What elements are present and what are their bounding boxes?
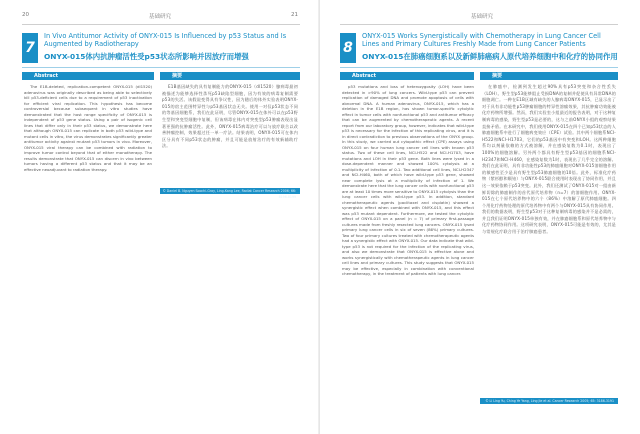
right-abstract-paragraph: p53 mutations and loss of heterozygosity (LOH) have been detected in >90% of lung cancers. Wild-type p53 can prevent replication of damaged DNA and promote apoptosis of cells with abnormal DNA. A human adenovirus, ONYX-015, which has a deletion in the E1B region, has shown tumor-specific cytolytic effect in tumor cells with nonfunctional p53 and antitumor efficacy that can be augmented by chemotherapeutic agents. A recent report from our laboratory group, however, indicates that wild-type p53 is necessary for the infection of this replicating virus, and it is in direct contradiction to previous observations of the ONYX group. In this study, we carried out cytopathic effect (CPE) assays using ONYX-015 on four human lung cancer cell lines with known p53 status. Two of these cell lines, NCI-H522 and NCI-H1703, have mutations and LOH in their p53 gene. Both lines were lysed in a dose-dependent manner and showed 100% cytolysis at a multiplicity of infection of 0.1. Two additional cell lines, NCI-H2347 and NCI-H460, both of which have wild-type p53 gene, showed near complete lysis at a multiplicity of infection of 1. We demonstrate here that the lung cancer cells with nonfunctional p53 are at least 10 times more sensitive to ONYX-015 cytolysis than the lung cancer cells with wild-type p53. In addition, standard chemotherapeutic agents (paclitaxel and cisplatin) showed a synergistic effect when combined with ONYX-015, and this effect was p53 mutant dependent. Furthermore, we tested the cytolytic effect of ONYX-015 on a panel (n = 7) of primary first-passage cultures made from freshly resected lung cancers. ONYX-015 lysed primary lung cancer cells in six of seven (86%) primary cultures. Two of four primary cultures treated with chemotherapeutic agents had a synergistic effect with ONYX-015. Our data indicate that wild-type p53 is not required for the infection of the replicating virus, and also we demonstrate that ONYX-015 is effective alone and works synergistically with chemotherapeutic agents in lung cancer cell lines and primary cultures. This study suggests that ONYX-015 may be effective, especially in combination with conventional chemotherapy, in the treatment of patients with lung cancer. [342,84,475,276]
right-article-number: 8 [340,33,356,63]
right-page-number: 21 [291,12,298,18]
right-title-en: ONYX-015 Works Synergistically with Chemotherapy in Lung Cancer Cell Lines and Primary Cultures Freshly Made from Lung Cancer Patients [362,32,601,48]
right-header-rule [340,24,618,25]
right-citation-bar: © Li Ling Yu, Ching Ye Yang, Ling Jie et al. Cancer Research 2005; 65: 3186-3191 [480,398,618,404]
right-summary-paragraph: 在肺癌中，检测到发生超过90%具有p53突变和杂合性丢失（LOH）。野生型p53能够阻止受损DNA的复制并促使具有异常DNA的细胞凋亡。一种在E1B区域有缺失的人腺病毒ONYX-015，已显示出了对于具有非功能性p53肿瘤细胞的特异性溶瘤效果，其抗肿瘤功效能被化疗药物所增强。然而，我们实验室小组最近的报告表明，对于这种复制病毒的感染，野生型p53是必要的，这与之前ONYX小组的观察结果直接矛盾。在本研究中，我们使用ONYX-015在四个已知p53状态的人肺癌细胞系中进行了细胞病变效应（CPE）试验。其中两个细胞系NCI-H522和NCI-H1703，它们的p53基因中有突变和LOH。这两种细胞系均以剂量依赖的方式被溶解，并在感染复数为0.1时，表现出了100%的细胞溶解。另外两个都具有野生型p53基因的细胞系NCI-H2347和NCI-H460，在感染复数为1时，表现出了几乎完全的溶解。我们在此证明，具有非功能性p53的肺癌细胞对ONYX-015溶细胞作用的敏感性至少是具有野生型p53肺癌细胞的10倍。此外，标准化疗药物（紫杉醇和顺铂）与ONYX-015联合使用时表现出了协同作用，并且这一效果依赖于p53突变。此外，我们还测试了ONYX-015对一组由新鲜切除的肺癌制作的首代原代培养物（n=7）的溶细胞作用。ONYX-015在七个原代培养物中的六个（86%）中溶解了原代肺癌细胞。四个用化疗药物处理的原代培养物中有两个与ONYX-015具有协同作用。我们的数据表明，野生型p53对于这种复制病毒的感染并不是必需的，并且我们证明ONYX-015单独有效，并在肺癌细胞系和原代培养物中与化疗药物协同作用。这项研究表明，ONYX-015可能是有效的，尤其是与常规化疗联合用于治疗肺癌患者。 [482,84,616,235]
left-summary-paragraph: E1B基因缺失的具有复制能力的ONYX-015（dl1520）腺病毒最初被描述为能够选择性杀死p53缺陷型细胞，因为有效的病毒复制需要p53的失活。该假说变得具有争议性，因为随后的体外实验表明ONYX-015的宿主范围特异性与p53基因状态无关。使用一对仅p53状态不同的等基因细胞系，我们在此证明，尽管ONYX-015在体外可以在p53野生型和突变型细胞中复制，但该病毒在体内对突变型p53肿瘤表现出显著更强的抗肿瘤活性。此外，ONYX-015病毒治疗可以与放疗联合以改善肿瘤控制，效果超过任一单一疗法。结果表明，ONYX-015可在体内区分具有不同p53状态的肿瘤，并且可能是放射治疗的有效新辅助疗法。 [162,84,298,149]
left-citation-bar: © Daniel B. Nguyen Soochi-Gray, Ling-Kang Lee, Radiat Cancer Research 2006; 66: 8196-8199 [160,188,300,194]
left-abstract-header: Abstract [22,72,154,80]
left-title-en: In Vivo Antitumor Activity of ONYX-015 Is Influenced by p53 Status and Is Augmented by Radiotherapy [44,32,287,48]
left-title-rule [22,67,300,68]
left-page-number: 20 [22,12,29,18]
left-article-number: 7 [22,33,38,63]
right-page [291,0,640,434]
right-abstract-body [342,84,474,384]
right-title-rule [340,67,618,68]
left-summary-body [162,84,298,184]
left-abstract-paragraph: The E1B-deleted, replication-competent ONYX-015 (dl1520) adenovirus was originally described as being able to selectively kill p53-deficient cells due to a requirement of p53 inactivation for efficient viral replication. This hypothesis has become controversial because subsequent in vitro studies have demonstrated that the host range specificity of ONYX-015 is independent of p53 gene status. Using a pair of isogenic cell lines that differ only in their p53 status, we demonstrate here that although ONYX-015 can replicate in both p53 wild-type and mutant cells in vitro, the virus demonstrates significantly greater antitumor activity against mutant p53 tumors in vivo. Moreover, ONYX-015 viral therapy can be combined with radiation to improve tumor control beyond that of either monotherapy. The results demonstrate that ONYX-015 can discern in vivo between tumors having a different p53 status and that it may be an effective neoadjuvant to radiation therapy. [24,84,152,172]
left-summary-header: 摘要 [160,72,300,80]
right-summary-body [482,84,616,384]
right-summary-header: 摘要 [480,72,618,80]
left-abstract-body [24,84,152,184]
left-header-rule [22,24,300,25]
right-title-cn: ONYX-015在肺癌细胞系以及新鲜肺癌病人原代培养细胞中和化疗的协同作用 [362,52,618,61]
left-running-title: 基础研究 [148,14,171,20]
right-running-title: 基础研究 [470,14,493,20]
left-title-cn: ONYX-015体内抗肿瘤活性受p53状态所影响并因放疗而增强 [44,52,249,61]
right-abstract-header: Abstract [340,72,474,80]
